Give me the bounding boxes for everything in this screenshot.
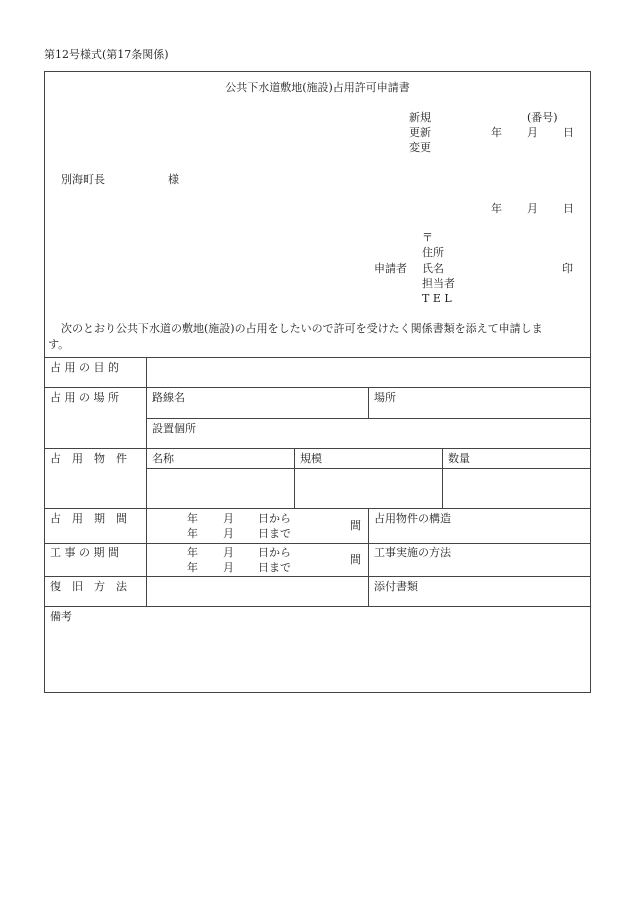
construction-from-year: 年: [187, 546, 198, 559]
construction-from-day: 日から: [258, 546, 291, 559]
rule-after-route: [147, 418, 591, 419]
construction-to-month: 月: [223, 561, 234, 574]
addressee-name: 別海町長: [61, 173, 105, 186]
statement-line-1: 次のとおり公共下水道の敷地(施設)の占用をしたいので許可を受けたく関係書類を添えて申請しま: [61, 322, 543, 335]
type-renewal: 更新: [409, 126, 431, 139]
construction-between: 間: [350, 553, 361, 566]
restoration-label: 復 旧 方 法: [50, 580, 127, 593]
name-scale-divider: [294, 448, 295, 508]
structure-label: 占用物件の構造: [374, 512, 451, 525]
period-to-month: 月: [223, 527, 234, 540]
scale-quantity-divider: [442, 448, 443, 508]
route-name-label: 路線名: [152, 391, 185, 404]
install-location-label: 設置個所: [152, 422, 196, 435]
route-place-divider: [368, 387, 369, 418]
date2-day: 日: [563, 202, 574, 215]
purpose-label: 占 用 の 目 的: [50, 361, 119, 374]
rule-after-restoration: [44, 606, 591, 607]
form-number: 第12号様式(第17条関係): [44, 48, 169, 61]
right-half-divider: [368, 508, 369, 606]
date-year: 年: [491, 126, 502, 139]
rule-after-objects: [44, 508, 591, 509]
number-label: (番号): [527, 111, 558, 124]
type-new: 新規: [409, 111, 431, 124]
place-label: 場所: [374, 391, 396, 404]
applicant-address-label: 住所: [422, 246, 444, 259]
col-name-header: 名称: [152, 452, 174, 465]
construction-from-month: 月: [223, 546, 234, 559]
rule-after-object-headers: [147, 468, 591, 469]
date2-month: 月: [527, 202, 538, 215]
postal-mark: 〒: [422, 231, 433, 244]
tel-label: T E L: [422, 292, 452, 305]
rule-after-period: [44, 543, 591, 544]
period-to-day: 日まで: [258, 527, 291, 540]
objects-label: 占 用 物 件: [50, 452, 127, 465]
rule-after-purpose: [44, 387, 591, 388]
location-label: 占 用 の 場 所: [50, 391, 119, 404]
construction-method-label: 工事実施の方法: [374, 546, 451, 559]
col-quantity-header: 数量: [448, 452, 470, 465]
label-column-divider: [146, 357, 147, 606]
period-from-month: 月: [223, 512, 234, 525]
rule-after-construction: [44, 576, 591, 577]
statement-line-2: す。: [48, 338, 70, 351]
remarks-label: 備考: [50, 610, 72, 623]
type-change: 変更: [409, 141, 431, 154]
rule-after-location: [44, 448, 591, 449]
application-form-frame: [44, 71, 591, 693]
construction-period-label: 工 事 の 期 間: [50, 546, 119, 559]
period-to-year: 年: [187, 527, 198, 540]
attachments-label: 添付書類: [374, 580, 418, 593]
seal-mark: 印: [562, 262, 573, 275]
date-month: 月: [527, 126, 538, 139]
period-from-day: 日から: [258, 512, 291, 525]
applicant-label: 申請者: [374, 262, 407, 275]
date2-year: 年: [491, 202, 502, 215]
period-between: 間: [350, 519, 361, 532]
period-label: 占 用 期 間: [50, 512, 127, 525]
form-title: 公共下水道敷地(施設)占用許可申請書: [225, 81, 410, 94]
table-top-rule: [44, 357, 591, 358]
period-from-year: 年: [187, 512, 198, 525]
date-day: 日: [563, 126, 574, 139]
applicant-name-label: 氏名: [422, 262, 444, 275]
addressee-honorific: 様: [168, 173, 179, 186]
construction-to-year: 年: [187, 561, 198, 574]
contact-person-label: 担当者: [422, 277, 455, 290]
col-scale-header: 規模: [300, 452, 322, 465]
construction-to-day: 日まで: [258, 561, 291, 574]
